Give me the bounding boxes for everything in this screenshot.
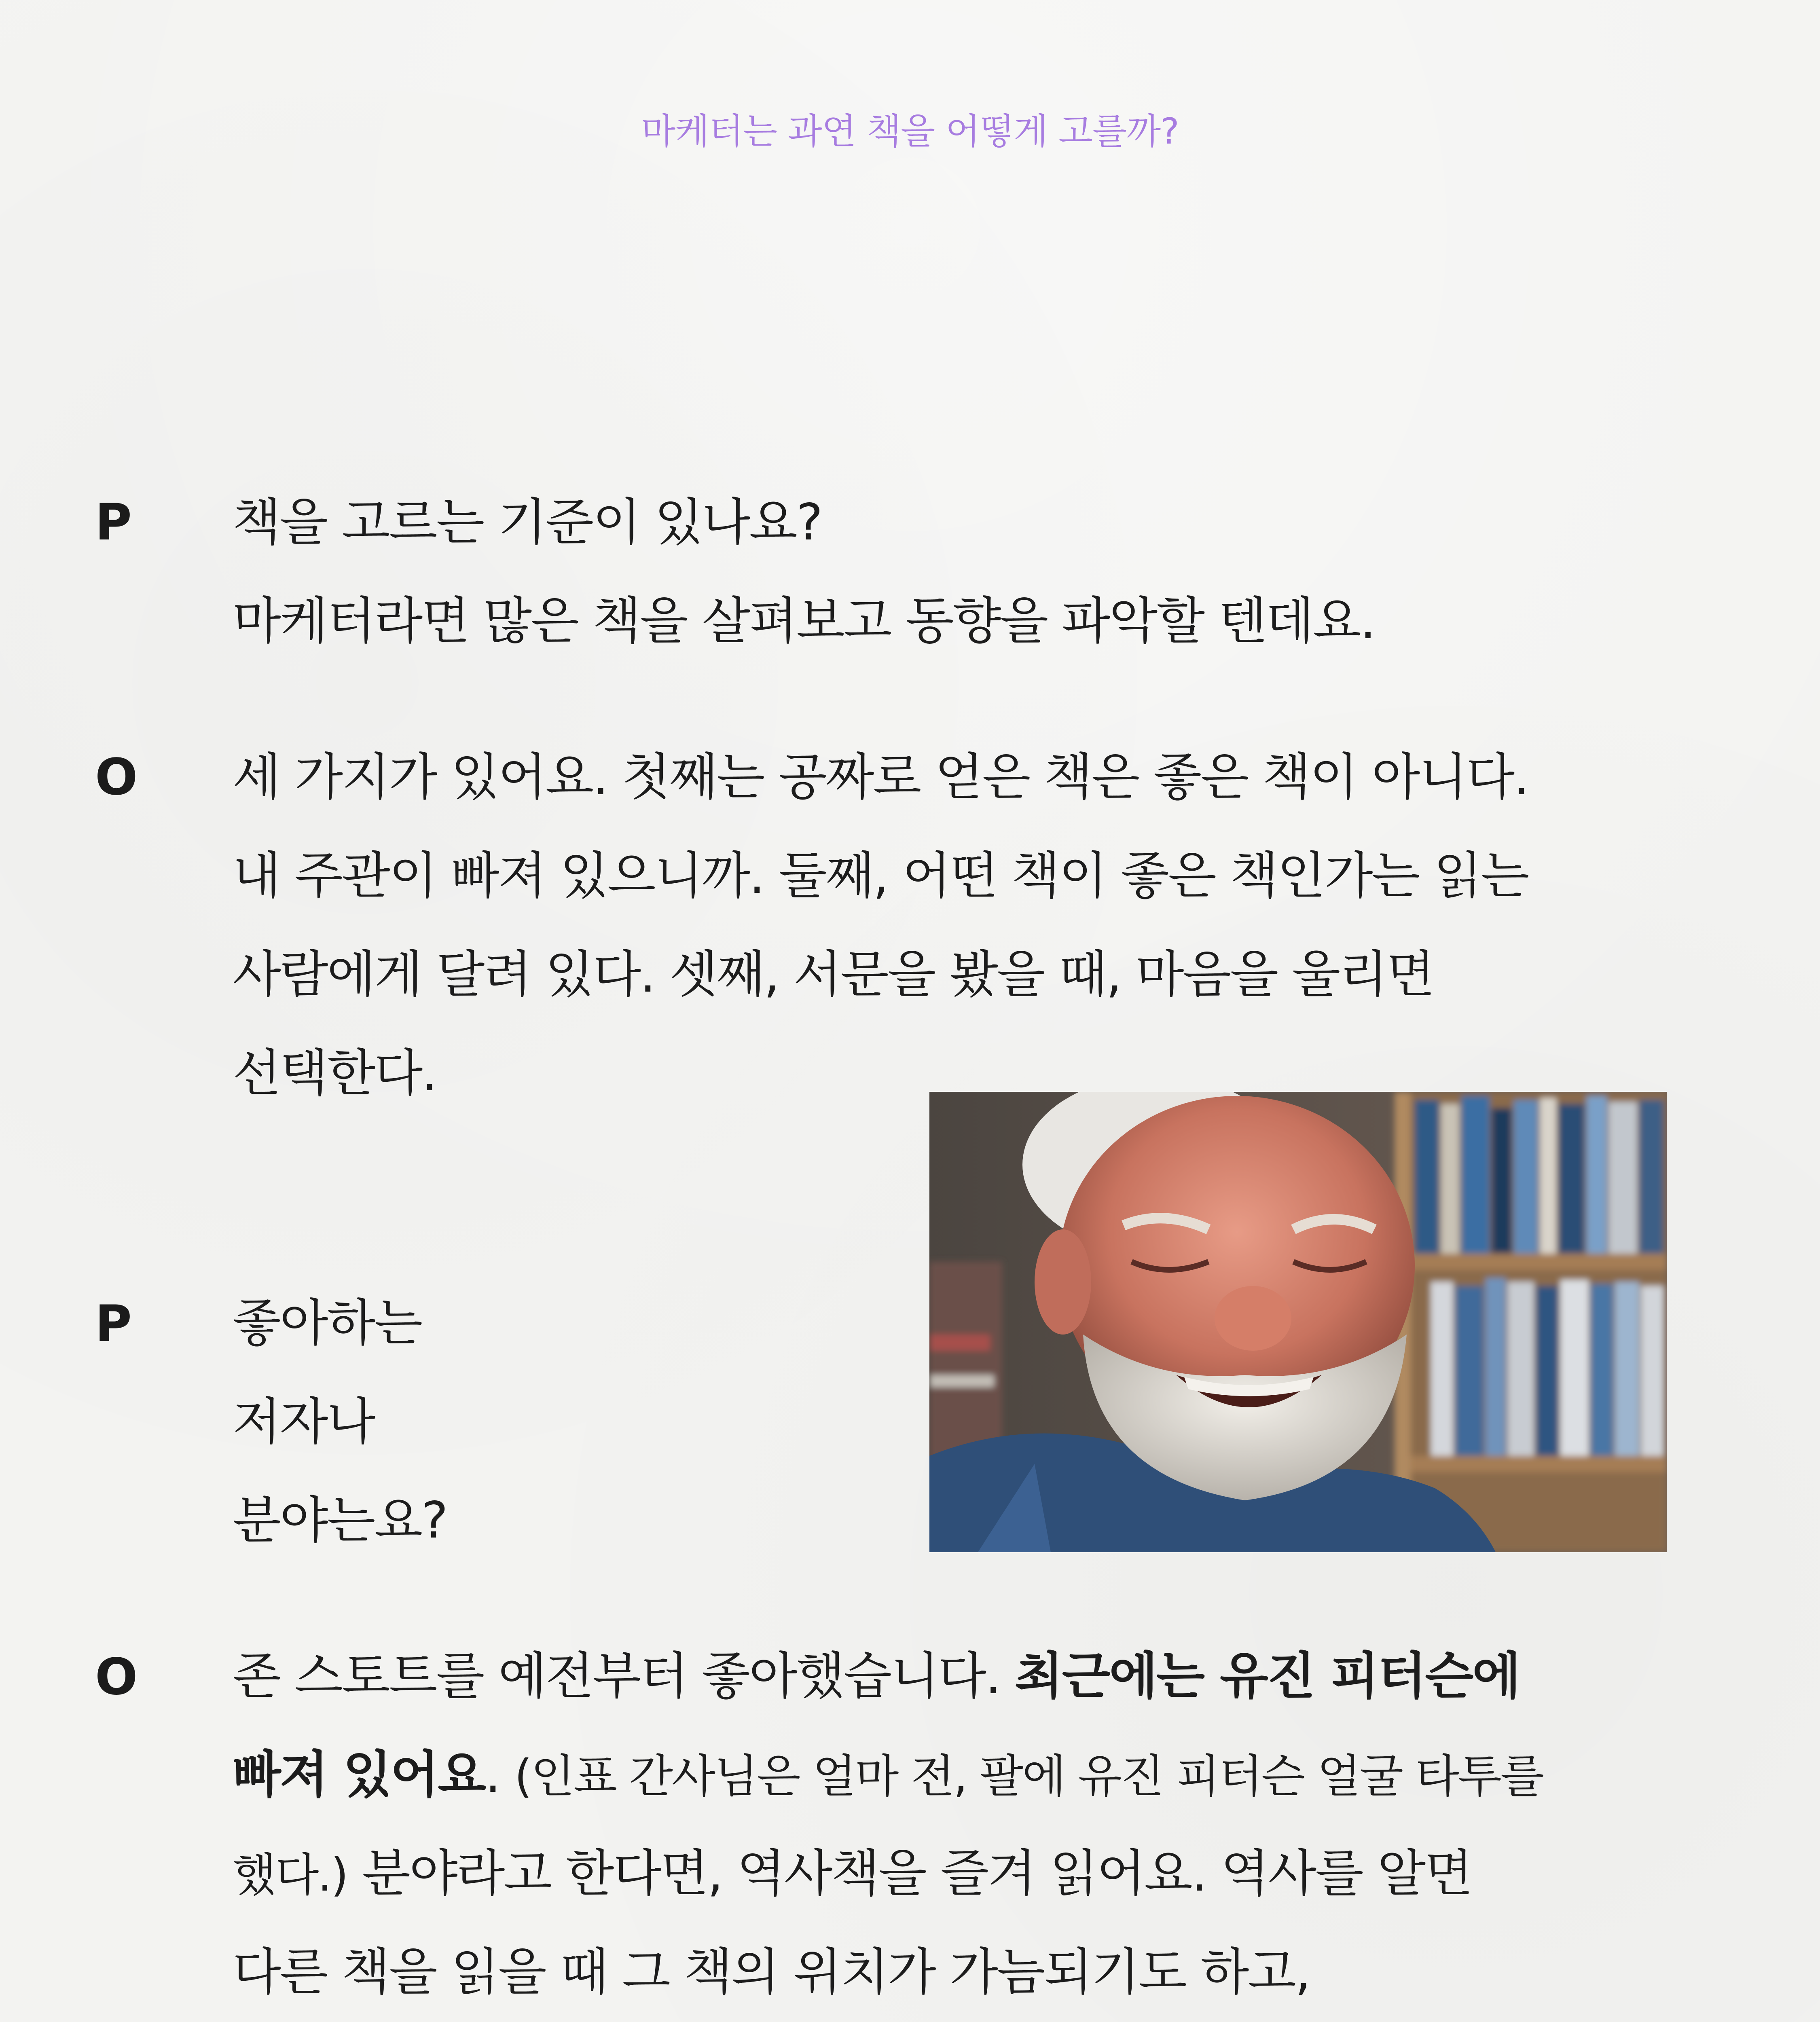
text-line: 마케터라면 많은 책을 살펴보고 동향을 파악할 텐데요. [233,592,1375,650]
speaker-label-2: O [95,748,138,806]
text-line [233,1627,1689,1726]
text-line: 분야는요? [233,1491,447,1550]
text-span: 존 스토트를 예전부터 좋아했습니다. [233,1647,1015,1705]
text-line [233,1824,1689,1923]
answer-1-text [233,728,1689,1123]
bold-text: 최근에는 유진 피터슨에 [1014,1647,1520,1705]
text-line: 내 주관이 빠져 있으니까. 둘째, 어떤 책이 좋은 책인가는 읽는 [233,847,1528,905]
text-span: 분야라고 한다면, 역사책을 즐겨 읽어요. 역사를 알면 [347,1844,1472,1903]
text-line: 선택한다. [233,1044,436,1102]
speaker-label-4: O [95,1648,138,1706]
text-line: 저자나 [233,1393,375,1451]
aside-text: 했다.) [233,1849,347,1901]
text-line: 세 가지가 있어요. 첫째는 공짜로 얻은 책은 좋은 책이 아니다. [233,748,1528,806]
text-line: 다른 책을 읽을 때 그 책의 위치가 가늠되기도 하고, [233,1943,1310,2001]
text-line [233,1726,1689,1824]
page-header-title: 마케터는 과연 책을 어떻게 고를까? [641,110,1179,152]
text-line: 사람에게 달려 있다. 셋째, 서문을 봤을 때, 마음을 울리면 [233,945,1434,1004]
speaker-label-1: P [95,493,132,552]
text-line: 책을 고르는 기준이 있나요? [233,493,822,552]
text-line: 좋아하는 [233,1294,422,1352]
answer-2-text [233,1627,1689,2022]
speaker-label-3: P [95,1295,132,1353]
bold-text: 빠져 있어요 [233,1746,485,1804]
question-2-text [233,1274,1689,1570]
aside-text: (인표 간사님은 얼마 전, 팔에 유진 피터슨 얼굴 타투를 [514,1750,1543,1803]
question-1-text [233,473,1689,670]
text-span: . [485,1746,514,1804]
